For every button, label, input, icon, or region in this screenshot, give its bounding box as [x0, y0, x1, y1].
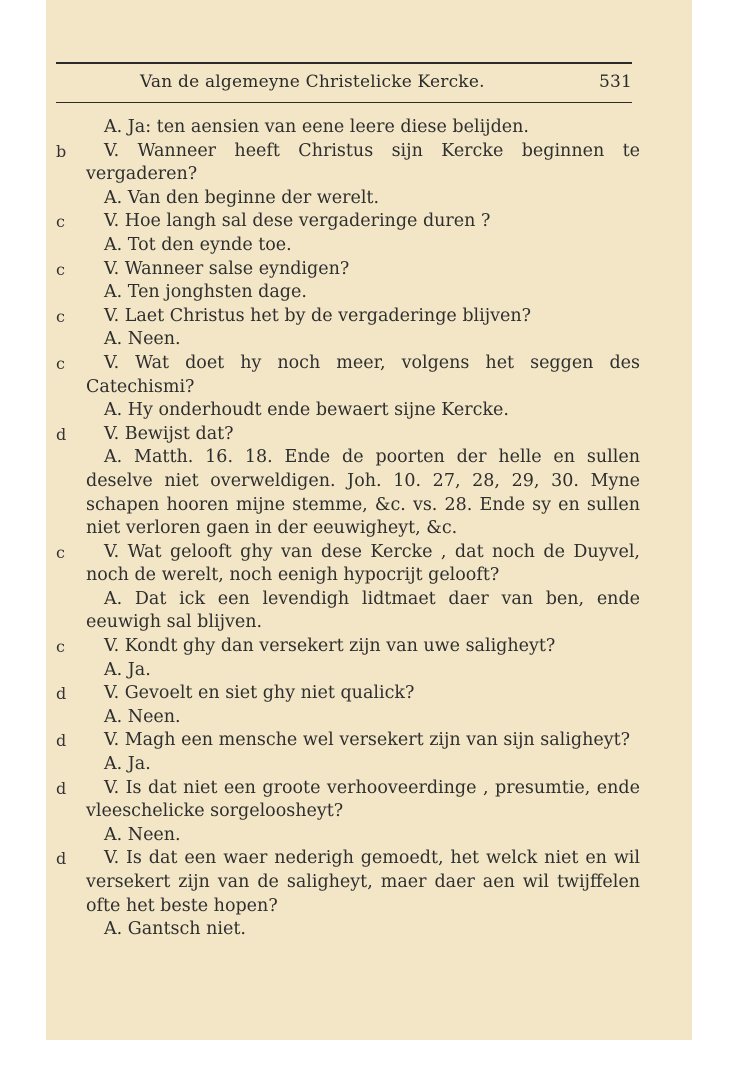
header-title: Van de algemeyne Christelicke Kercke.: [140, 72, 485, 92]
catechism-text: [46, 116, 692, 942]
qa-entry: [46, 116, 692, 140]
qa-entry: [46, 187, 692, 211]
entry-text: V. Wanneer salse eyndigen?: [104, 258, 350, 279]
qa-entry: [46, 918, 692, 942]
margin-mark: c: [56, 306, 65, 326]
qa-entry: [46, 281, 692, 305]
margin-mark: d: [56, 424, 67, 444]
qa-entry: [46, 659, 692, 683]
qa-entry: [46, 258, 692, 282]
entry-text: A. Hy onderhoudt ende bewaert sijne Kercke.: [104, 400, 509, 421]
entry-text: A. Ja.: [104, 754, 151, 775]
entry-text: A. Ja.: [104, 659, 151, 680]
qa-entry: [46, 729, 692, 753]
qa-entry: [46, 305, 692, 329]
entry-text: V. Wanneer heeft Christus sijn Kercke beginnen te vergaderen?: [86, 140, 640, 185]
entry-text: V. Kondt ghy dan versekert zijn van uwe saligheyt?: [104, 636, 556, 657]
qa-entry: [46, 706, 692, 730]
qa-entry: [46, 777, 692, 824]
margin-mark: b: [56, 141, 67, 161]
entry-text: A. Neen.: [104, 329, 181, 350]
entry-text: A. Tot den eynde toe.: [104, 234, 292, 255]
margin-mark: c: [56, 212, 65, 232]
qa-entry: [46, 423, 692, 447]
margin-mark: d: [56, 684, 67, 704]
page-number: 531: [598, 72, 632, 92]
qa-entry: [46, 753, 692, 777]
entry-text: V. Bewijst dat?: [104, 423, 234, 444]
qa-entry: [46, 635, 692, 659]
qa-entry: [46, 328, 692, 352]
qa-entry: [46, 210, 692, 234]
margin-mark: d: [56, 849, 67, 869]
entry-text: A. Matth. 16. 18. Ende de poorten der helle en sullen deselve niet overweldigen. Joh. 10. 27, 28, 29, 30. Myne schapen hooren mijne stemme, &c. vs. 28. Ende sy en sullen niet verloren gaen in der eeuwigheyt, &c.: [86, 447, 640, 539]
qa-entry: [46, 588, 692, 635]
entry-text: A. Neen.: [104, 824, 181, 845]
entry-text: A. Dat ick een levendigh lidtmaet daer van ben, ende eeuwigh sal blijven.: [86, 588, 640, 633]
qa-entry: [46, 682, 692, 706]
margin-mark: d: [56, 778, 67, 798]
header-bottom-rule: [56, 102, 632, 103]
entry-text: A. Ten jonghsten dage.: [104, 282, 307, 303]
margin-mark: c: [56, 542, 65, 562]
qa-entry: [46, 234, 692, 258]
entry-text: A. Neen.: [104, 706, 181, 727]
qa-entry: [46, 446, 692, 540]
qa-entry: [46, 847, 692, 918]
qa-entry: [46, 399, 692, 423]
qa-entry: [46, 140, 692, 187]
entry-text: V. Wat gelooft ghy van dese Kercke , dat noch de Duyvel, noch de werelt, noch eenigh hypocrijt gelooft?: [86, 541, 640, 586]
entry-text: V. Is dat niet een groote verhooveerdinge , presumtie, ende vleeschelicke sorgeloosheyt?: [86, 777, 640, 822]
margin-mark: d: [56, 731, 67, 751]
qa-entry: [46, 352, 692, 399]
margin-mark: c: [56, 353, 65, 373]
book-page: [46, 0, 692, 1040]
qa-entry: [46, 541, 692, 588]
qa-entry: [46, 824, 692, 848]
entry-text: A. Van den beginne der werelt.: [104, 187, 380, 208]
entry-text: V. Magh een mensche wel versekert zijn van sijn saligheyt?: [104, 730, 630, 751]
margin-mark: c: [56, 259, 65, 279]
header-top-rule: [56, 62, 632, 64]
entry-text: V. Is dat een waer nederigh gemoedt, het welck niet en wil versekert zijn van de saligheyt, maer daer aen wil twijffelen ofte het beste hopen?: [86, 848, 640, 916]
entry-text: A. Ja: ten aensien van eene leere diese belijden.: [104, 117, 529, 137]
entry-text: V. Hoe langh sal dese vergaderinge duren ?: [104, 211, 491, 232]
entry-text: V. Wat doet hy noch meer, volgens het seggen des Catechismi?: [86, 352, 640, 397]
entry-text: V. Gevoelt en siet ghy niet qualick?: [104, 683, 415, 704]
margin-mark: c: [56, 637, 65, 657]
entry-text: A. Gantsch niet.: [104, 919, 246, 940]
entry-text: V. Laet Christus het by de vergaderinge blijven?: [104, 305, 532, 326]
